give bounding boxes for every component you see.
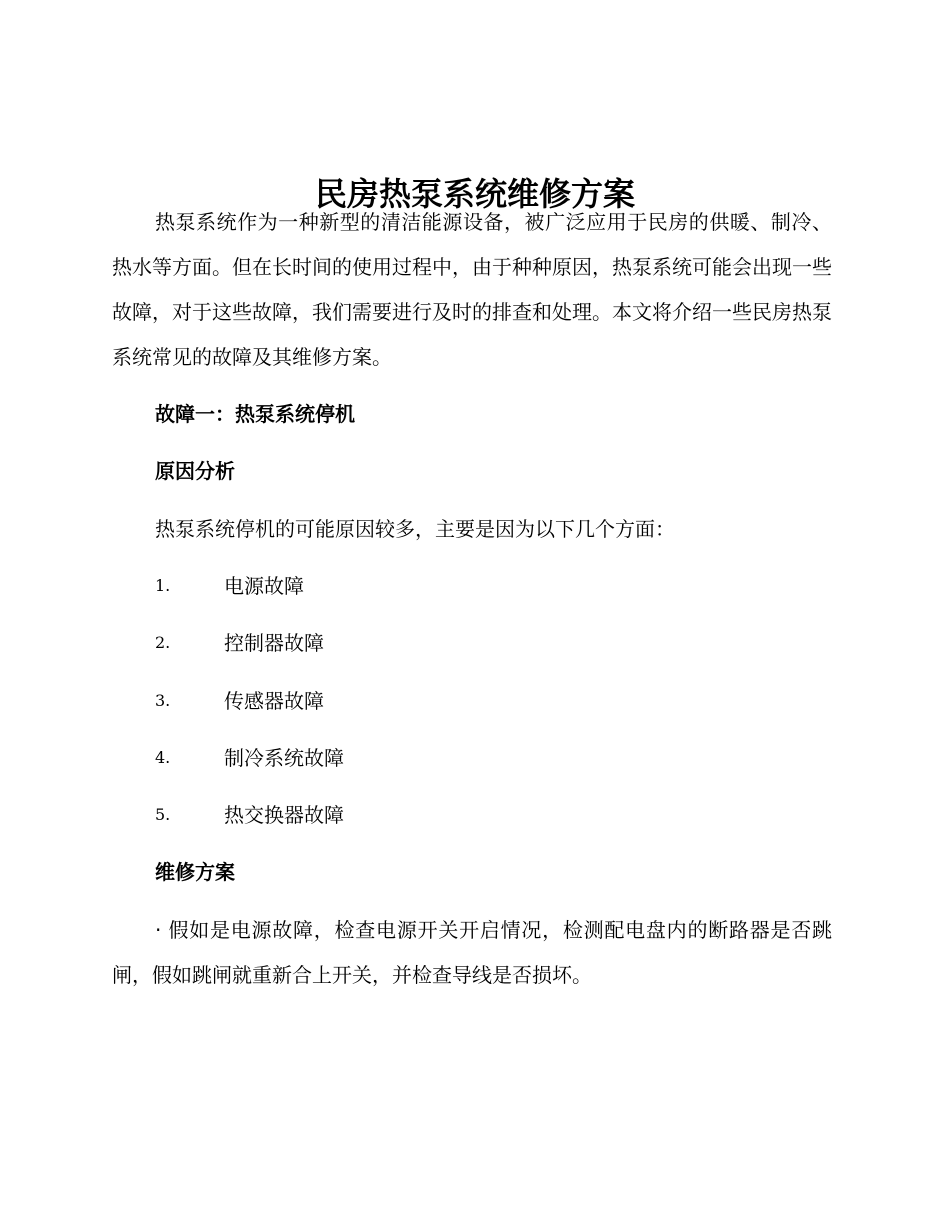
repair-heading: 维修方案 (155, 860, 235, 884)
list-number: 2. (155, 633, 171, 652)
list-text: 电源故障 (224, 574, 304, 598)
list-number: 1. (155, 576, 171, 595)
list-number: 5. (155, 805, 171, 824)
list-text: 制冷系统故障 (224, 746, 344, 770)
intro-paragraph: 热泵系统作为一种新型的清洁能源设备，被广泛应用于民房的供暖、制冷、热水等方面。但在长时间的使用过程中，由于种种原因，热泵系统可能会出现一些故障，对于这些故障，我们需要进行及时的排查和处理。本文将介绍一些民房热泵系统常见的故障及其维修方案。 (112, 210, 832, 369)
list-number: 3. (155, 691, 171, 710)
document-title: 民房热泵系统维修方案 (314, 175, 635, 214)
list-text: 传感器故障 (224, 689, 324, 713)
list-number: 4. (155, 748, 171, 767)
list-text: 热交换器故障 (224, 803, 344, 827)
cause-heading: 原因分析 (155, 459, 235, 483)
list-text: 控制器故障 (224, 631, 324, 655)
repair-paragraph: · 假如是电源故障，检查电源开关开启情况，检测配电盘内的断路器是否跳闸，假如跳闸就重新合上开关，并检查导线是否损坏。 (112, 918, 832, 987)
cause-intro-text: 热泵系统停机的可能原因较多，主要是因为以下几个方面： (155, 517, 675, 541)
fault-heading: 故障一：热泵系统停机 (155, 402, 355, 426)
